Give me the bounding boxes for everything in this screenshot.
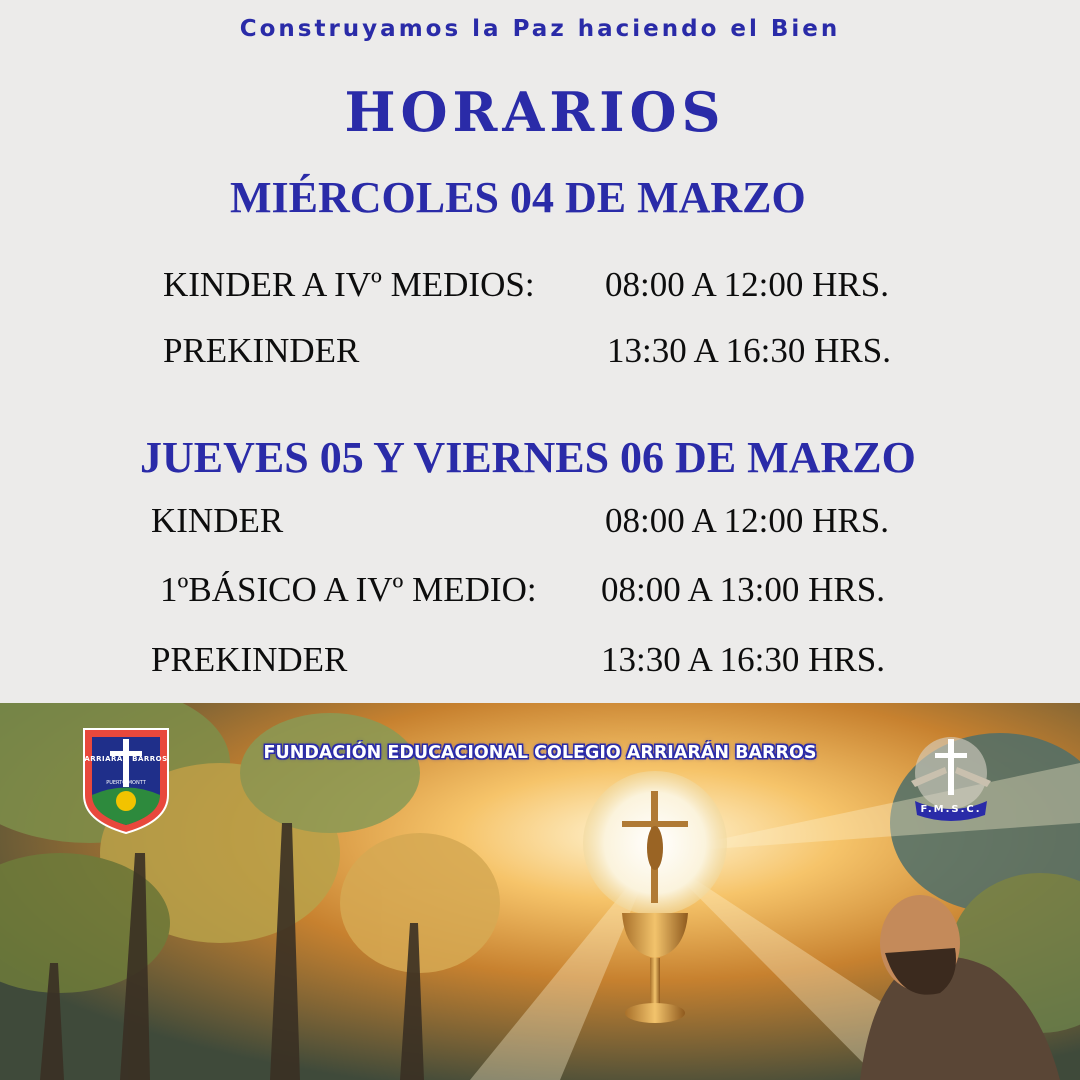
motto: Construyamos la Paz haciendo el Bien	[239, 16, 841, 42]
row-label: 1ºBÁSICO A IVº MEDIO:	[160, 570, 537, 609]
crest-top-text: ARRIARAN BARROS	[84, 755, 168, 763]
row-time: 08:00 A 13:00 HRS.	[601, 570, 885, 609]
page-title: HORARIOS	[344, 80, 726, 144]
row-label: KINDER	[151, 501, 284, 540]
crest-bottom-text: PUERTO MONTT	[106, 780, 146, 786]
row-time: 08:00 A 12:00 HRS.	[605, 501, 889, 540]
foundation-name: FUNDACIÓN EDUCACIONAL COLEGIO ARRIARÁN BARROS	[263, 743, 817, 763]
row-label: PREKINDER	[163, 331, 360, 370]
school-crest	[80, 725, 172, 837]
day-heading-thursday-friday: JUEVES 05 Y VIERNES 06 DE MARZO	[140, 433, 916, 482]
row-label: KINDER A IVº MEDIOS:	[163, 265, 535, 304]
row-time: 13:30 A 16:30 HRS.	[601, 640, 885, 679]
painting-banner	[0, 703, 1080, 1080]
fmsc-emblem	[905, 733, 997, 825]
row-time: 08:00 A 12:00 HRS.	[605, 265, 889, 304]
row-time: 13:30 A 16:30 HRS.	[607, 331, 891, 370]
emblem-text: F.M.S.C.	[920, 804, 982, 815]
row-label: PREKINDER	[151, 640, 348, 679]
day-heading-wednesday: MIÉRCOLES 04 DE MARZO	[230, 173, 806, 222]
